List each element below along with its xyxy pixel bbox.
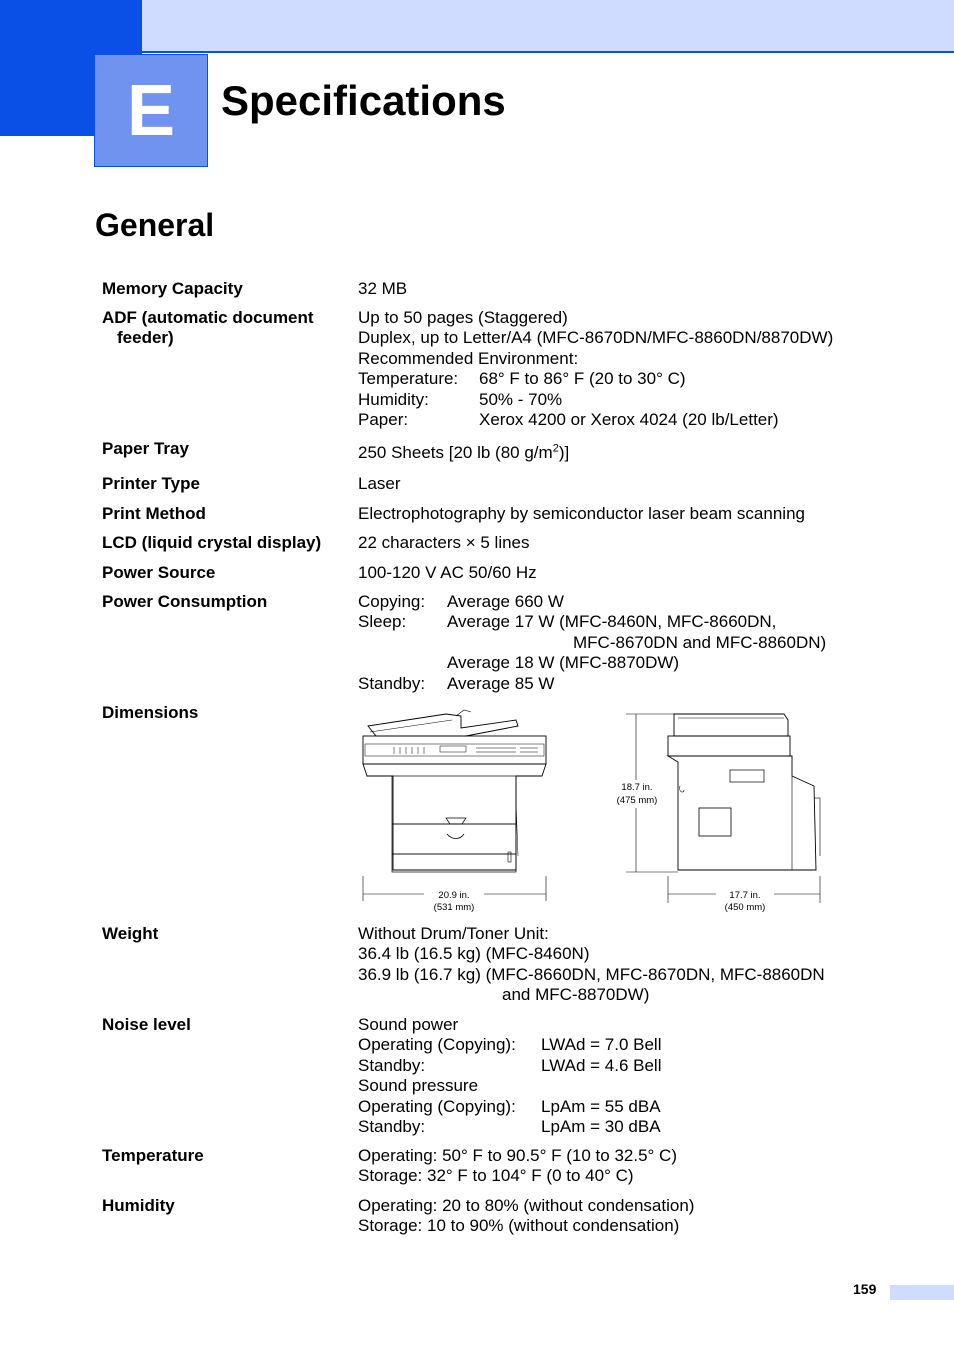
header-band — [0, 0, 954, 52]
spec-value-memory: 32 MB — [358, 279, 408, 298]
noise-power-standby-name: Standby: — [358, 1055, 426, 1075]
depth-inches: 17.7 in. — [729, 890, 761, 901]
power-copying-name: Copying: — [358, 592, 426, 611]
power-sleep-row — [358, 612, 878, 632]
spec-value-paper-tray — [358, 443, 569, 463]
spec-value-power-consumption — [358, 592, 878, 694]
noise-heading-power: Sound power — [358, 1015, 459, 1034]
power-sleep-value3: Average 18 W (MFC-8870DW) — [447, 653, 680, 673]
dimensions-diagram — [356, 706, 826, 918]
adf-temperature-name: Temperature: — [358, 369, 459, 389]
spec-label-printer-type: Printer Type — [102, 474, 200, 493]
adf-paper-value: Xerox 4200 or Xerox 4024 (20 lb/Letter) — [479, 409, 779, 429]
noise-pressure-standby-value: LpAm = 30 dBA — [541, 1116, 661, 1136]
adf-line2: Duplex, up to Letter/A4 (MFC-8670DN/MFC-8860DN/8870DW) — [358, 328, 834, 348]
power-standby-value: Average 85 W — [447, 673, 555, 693]
adf-label-line1: ADF (automatic document — [102, 308, 314, 327]
humidity-line1: Operating: 20 to 80% (without condensation) — [358, 1196, 695, 1215]
depth-mm: (450 mm) — [724, 902, 766, 913]
spec-label-lcd: LCD (liquid crystal display) — [102, 533, 322, 552]
spec-label-paper-tray: Paper Tray — [102, 439, 189, 458]
noise-heading-pressure: Sound pressure — [358, 1076, 479, 1096]
weight-line1: Without Drum/Toner Unit: — [358, 924, 549, 943]
adf-temperature-value: 68° F to 86° F (20 to 30° C) — [479, 369, 686, 389]
adf-line1: Up to 50 pages (Staggered) — [358, 308, 568, 327]
width-mm: (531 mm) — [433, 902, 475, 913]
spec-value-print-method: Electrophotography by semiconductor laser beam scanning — [358, 504, 805, 523]
chapter-letter: E — [126, 70, 176, 151]
printer-front-view — [363, 710, 546, 872]
spec-label-power-consumption: Power Consumption — [102, 592, 268, 611]
temperature-line2: Storage: 32° F to 104° F (0 to 40° C) — [358, 1166, 634, 1186]
noise-power-standby-row — [358, 1056, 758, 1076]
noise-power-operating-value: LWAd = 7.0 Bell — [541, 1035, 662, 1055]
paper-tray-value-end: )] — [558, 443, 570, 462]
noise-pressure-standby-name: Standby: — [358, 1116, 426, 1136]
noise-power-standby-value: LWAd = 4.6 Bell — [541, 1055, 662, 1075]
power-sleep-value2: MFC-8670DN and MFC-8860DN) — [573, 632, 827, 652]
noise-pressure-standby-row — [358, 1117, 758, 1137]
chapter-title: Specifications — [221, 77, 506, 124]
spec-value-adf — [358, 308, 833, 430]
power-standby-name: Standby: — [358, 673, 426, 693]
height-mm: (475 mm) — [616, 795, 658, 806]
noise-pressure-operating-name: Operating (Copying): — [358, 1096, 516, 1116]
chapter-letter-box — [94, 54, 208, 167]
spec-value-noise — [358, 1015, 758, 1137]
noise-power-operating-row — [358, 1035, 758, 1055]
weight-line2: 36.4 lb (16.5 kg) (MFC-8460N) — [358, 944, 590, 964]
humidity-line2: Storage: 10 to 90% (without condensation) — [358, 1216, 680, 1236]
printer-side-view — [668, 714, 820, 870]
noise-pressure-operating-row — [358, 1097, 758, 1117]
adf-paper-name: Paper: — [358, 409, 409, 429]
width-inches: 20.9 in. — [438, 890, 470, 901]
spec-value-lcd: 22 characters × 5 lines — [358, 533, 530, 552]
spec-label-temperature: Temperature — [102, 1146, 204, 1165]
paper-tray-value-main: 250 Sheets [20 lb (80 g/m — [358, 443, 553, 462]
spec-value-weight — [358, 924, 825, 1006]
spec-value-temperature — [358, 1146, 677, 1187]
spec-label-print-method: Print Method — [102, 504, 206, 523]
power-standby-row — [358, 674, 878, 694]
noise-power-operating-name: Operating (Copying): — [358, 1035, 516, 1055]
page-tab-marker — [890, 1285, 954, 1300]
spec-label-humidity: Humidity — [102, 1196, 175, 1215]
adf-temperature-row — [358, 369, 833, 389]
paper-tray-superscript: 2 — [552, 442, 559, 455]
weight-line4: and MFC-8870DW) — [502, 985, 650, 1005]
adf-humidity-name: Humidity: — [358, 389, 429, 409]
spec-value-printer-type: Laser — [358, 474, 401, 493]
power-sleep-row2 — [358, 633, 878, 653]
power-sleep-name: Sleep: — [358, 612, 407, 632]
spec-label-noise: Noise level — [102, 1015, 191, 1034]
adf-humidity-value: 50% - 70% — [479, 389, 563, 409]
power-sleep-value1: Average 17 W (MFC-8460N, MFC-8660DN, — [447, 612, 777, 632]
spec-label-weight: Weight — [102, 924, 159, 943]
adf-humidity-row — [358, 390, 833, 410]
weight-line3: 36.9 lb (16.7 kg) (MFC-8660DN, MFC-8670DN, MFC-8860DN — [358, 964, 825, 984]
power-copying-row — [358, 592, 878, 612]
adf-line3: Recommended Environment: — [358, 348, 579, 368]
spec-value-humidity — [358, 1196, 694, 1237]
adf-paper-row — [358, 410, 833, 430]
height-inches: 18.7 in. — [621, 782, 653, 793]
spec-label-dimensions: Dimensions — [102, 703, 199, 722]
spec-label-memory: Memory Capacity — [102, 279, 243, 298]
adf-label-line2: feeder) — [117, 328, 174, 348]
spec-label-power-source: Power Source — [102, 563, 216, 582]
power-sleep-row3 — [358, 653, 878, 673]
section-title: General — [95, 207, 215, 243]
power-copying-value: Average 660 W — [447, 592, 564, 611]
temperature-line1: Operating: 50° F to 90.5° F (10 to 32.5° C) — [358, 1146, 677, 1165]
noise-pressure-operating-value: LpAm = 55 dBA — [541, 1096, 661, 1116]
spec-label-adf — [102, 308, 314, 349]
page-number: 159 — [853, 1281, 877, 1297]
spec-value-power-source: 100-120 V AC 50/60 Hz — [358, 563, 537, 582]
header-rule — [142, 51, 954, 53]
